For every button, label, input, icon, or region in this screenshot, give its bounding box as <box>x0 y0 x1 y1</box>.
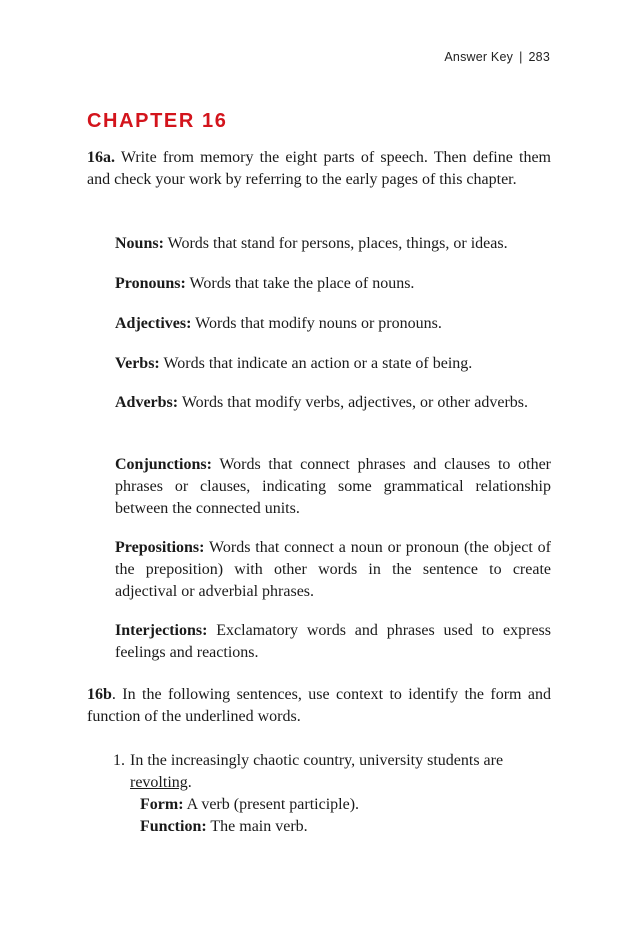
form-text: A verb (present participle). <box>183 796 360 813</box>
list-item <box>113 750 551 838</box>
item-end-punct: . <box>187 774 192 791</box>
definition-term: Conjunctions: <box>115 456 212 473</box>
definition-text: Words that take the place of nouns. <box>185 275 415 292</box>
definition-term: Nouns: <box>115 235 164 252</box>
running-head <box>444 50 550 64</box>
function-label: Function: <box>140 818 207 835</box>
definition-term: Interjections: <box>115 622 208 639</box>
form-label: Form: <box>140 796 184 813</box>
definition-text: Words that modify nouns or pronouns. <box>191 315 442 332</box>
definition-nouns <box>115 233 551 255</box>
definition-term: Verbs: <box>115 355 160 372</box>
item-number: 1. <box>113 752 125 769</box>
question-16a-text: Write from memory the eight parts of speech. Then define them and check your work by referring to the early pages of this chapter. <box>87 149 551 188</box>
definition-adjectives <box>115 313 551 335</box>
question-16b <box>87 684 551 728</box>
underlined-word: revolting <box>130 774 188 791</box>
running-head-separator: | <box>519 50 523 64</box>
definition-text: Words that connect phrases and clauses to other phrases or clauses, indicating some grammatical relationship between the connected units. <box>115 456 551 517</box>
item-sentence-continued <box>113 772 551 794</box>
question-16b-text: . In the following sentences, use context to identify the form and function of the underlined words. <box>87 686 551 725</box>
definition-text: Words that stand for persons, places, things, or ideas. <box>163 235 508 252</box>
running-head-section: Answer Key <box>444 50 514 64</box>
function-text: The main verb. <box>206 818 308 835</box>
chapter-title: CHAPTER 16 <box>87 110 228 132</box>
definition-text: Exclamatory words and phrases used to express feelings and reactions. <box>115 622 551 661</box>
definition-conjunctions <box>115 454 551 520</box>
definition-verbs <box>115 353 551 375</box>
definition-adverbs <box>115 392 551 414</box>
definition-term: Pronouns: <box>115 275 186 292</box>
item-sentence: In the increasingly chaotic country, university students are <box>130 752 504 769</box>
definition-term: Adjectives: <box>115 315 192 332</box>
item-function <box>113 816 551 838</box>
question-16b-label: 16b <box>87 686 112 703</box>
definition-pronouns <box>115 273 551 295</box>
definition-text: Words that indicate an action or a state of being. <box>159 355 473 372</box>
definition-prepositions <box>115 537 551 603</box>
definition-term: Prepositions: <box>115 539 205 556</box>
page-number: 283 <box>528 50 550 64</box>
definition-text: Words that modify verbs, adjectives, or other adverbs. <box>178 394 528 411</box>
item-form <box>113 794 551 816</box>
definition-term: Adverbs: <box>115 394 179 411</box>
question-16a-label: 16a. <box>87 149 115 166</box>
definition-interjections <box>115 620 551 664</box>
definition-text: Words that connect a noun or pronoun (the object of the preposition) with other words in the sentence to create adjectival or adverbial phrases. <box>115 539 551 600</box>
question-16a <box>87 147 551 191</box>
